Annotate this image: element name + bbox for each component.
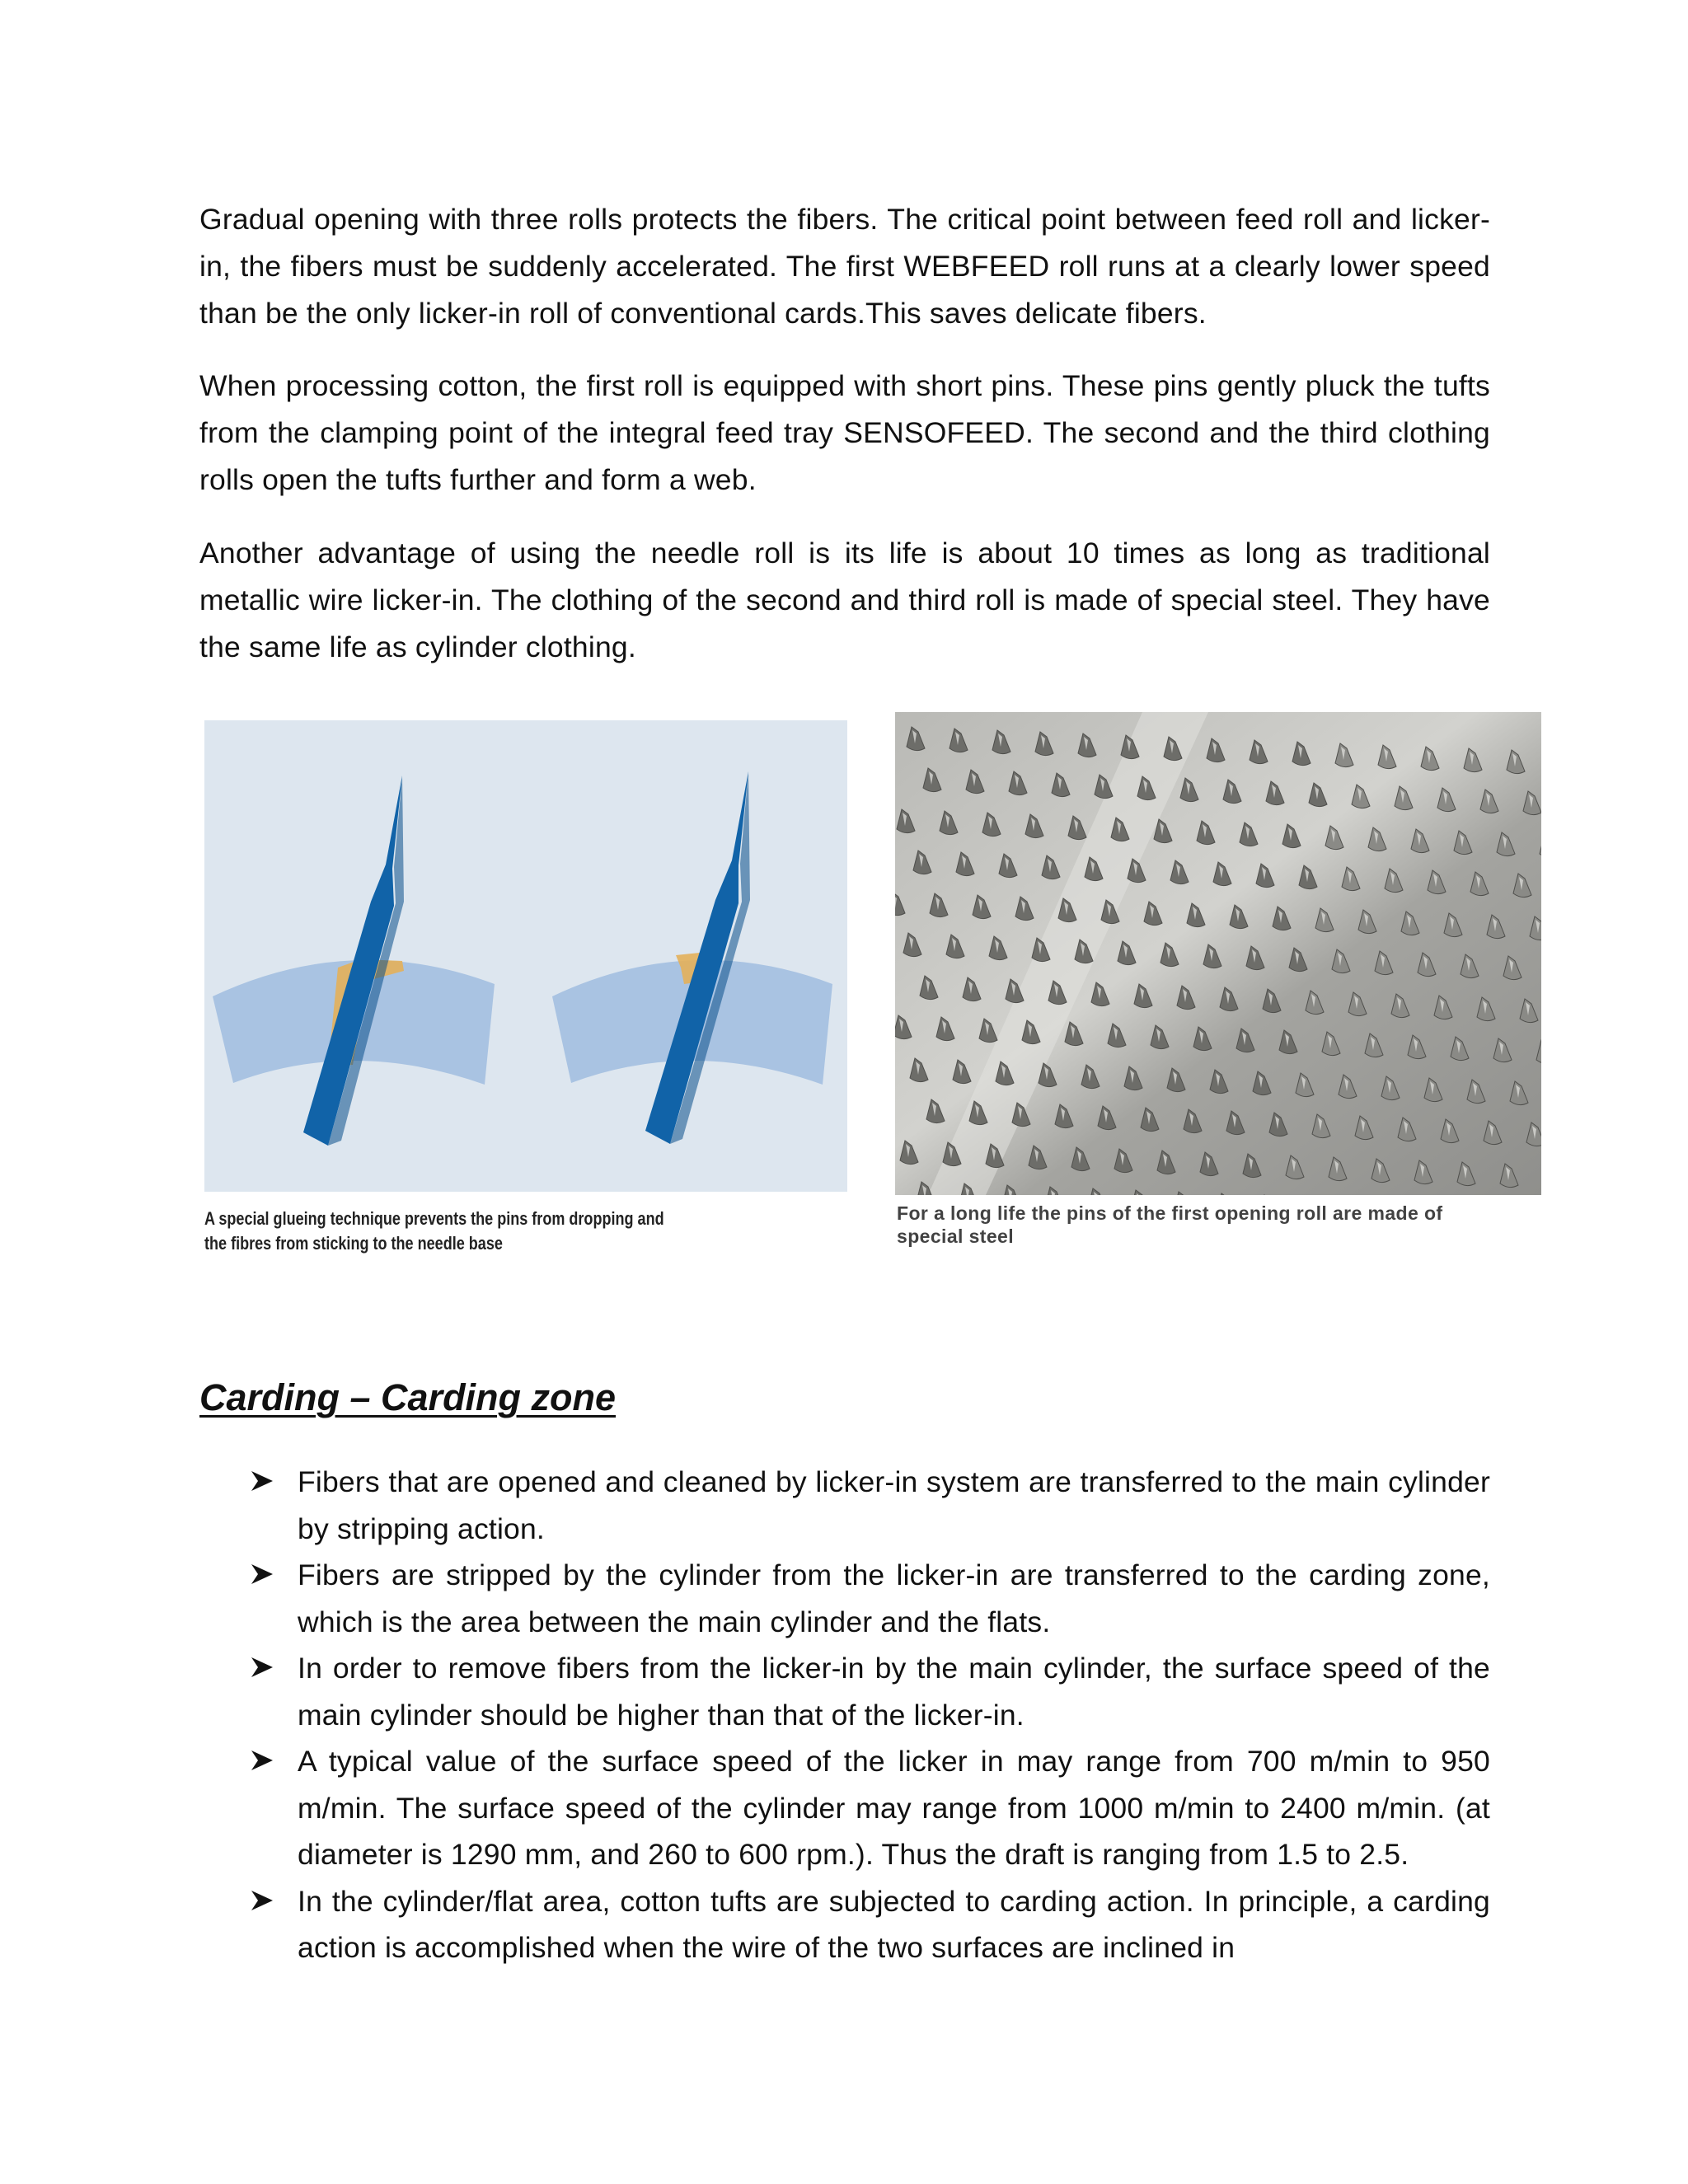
figure-1-caption-line-2: the fibres from sticking to the needle base xyxy=(204,1233,503,1254)
arrowhead-bullet-icon xyxy=(250,1888,274,1913)
arrowhead-bullet-icon xyxy=(250,1469,274,1493)
figure-steel-pins-photo xyxy=(890,709,1541,1269)
glued-pins-illustration xyxy=(204,720,847,1192)
pin-field-illustration xyxy=(895,712,1541,1195)
paragraph-needle-roll-advantage: Another advantage of using the needle roll is its life is about 10 times as long as traditional metallic wire licker-in. The clothing of the second and third roll is made of special steel. They have the same life as cylinder clothing. xyxy=(199,537,1490,663)
list-item xyxy=(0,1552,1490,1645)
section-heading: Carding – Carding zone xyxy=(199,1376,617,1418)
arrowhead-bullet-icon xyxy=(250,1655,274,1680)
figure-1-caption xyxy=(204,1207,724,1256)
bullet-text: In the cylinder/flat area, cotton tufts are subjected to carding action. In principle, a carding action is accomplished when the wire of the two surfaces are inclined in xyxy=(298,1884,1490,1964)
bullet-text: Fibers that are opened and cleaned by licker-in system are transferred to the main cylinder by stripping action. xyxy=(298,1465,1490,1545)
bullet-text: Fibers are stripped by the cylinder from the licker-in are transferred to the carding zone, which is the area between the main cylinder and the flats. xyxy=(298,1558,1490,1638)
list-item xyxy=(0,1738,1490,1878)
arrowhead-bullet-icon xyxy=(250,1562,274,1586)
list-item xyxy=(0,1878,1490,1971)
paragraph-processing-cotton: When processing cotton, the first roll is equipped with short pins. These pins gently pluck the tufts from the clamping point of the integral feed tray SENSOFEED. The second and the third clothing rolls open the tufts further and form a web. xyxy=(199,369,1490,496)
carding-zone-bullet-list xyxy=(0,1459,1688,1971)
bullet-text: A typical value of the surface speed of the licker in may range from 700 m/min to 950 m/min. The surface speed of the cylinder may range from 1000 m/min to 2400 m/min. (at diameter is 1290 mm, and 260 to 600 rpm.). Thus the draft is ranging from 1.5 to 2.5. xyxy=(298,1745,1490,1871)
paragraph-gradual-opening: Gradual opening with three rolls protects the fibers. The critical point between feed roll and licker-in, the fibers must be suddenly accelerated. The first WEBFEED roll runs at a clearly lower speed than be the only licker-in roll of conventional cards.This saves delicate fibers. xyxy=(199,203,1490,330)
figure-2-caption-line-1: For a long life the pins of the first opening roll are made of xyxy=(897,1202,1443,1224)
figure-glued-pins-diagram xyxy=(201,709,852,1269)
list-item xyxy=(0,1459,1490,1552)
figure-2-caption-line-2: special steel xyxy=(897,1226,1015,1247)
steel-pins-photo xyxy=(895,712,1541,1195)
figure-1-caption-line-1: A special glueing technique prevents the pins from dropping and xyxy=(204,1208,664,1229)
arrowhead-bullet-icon xyxy=(250,1748,274,1773)
figure-2-caption xyxy=(897,1202,1531,1248)
bullet-text: In order to remove fibers from the licker-in by the main cylinder, the surface speed of the main cylinder should be higher than that of the licker-in. xyxy=(298,1652,1490,1732)
list-item xyxy=(0,1645,1490,1738)
diagram-background xyxy=(204,720,847,1192)
